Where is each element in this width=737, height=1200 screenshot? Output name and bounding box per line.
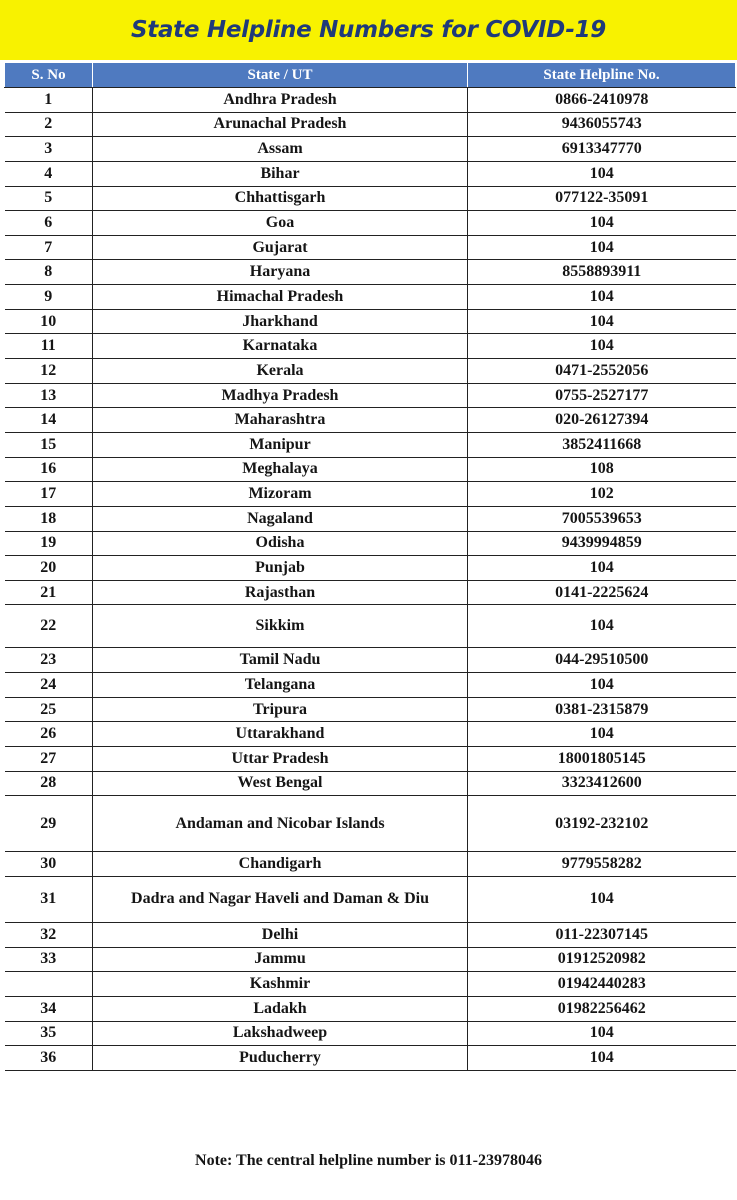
sno-cell: 3 <box>5 137 93 162</box>
state-cell: Goa <box>93 211 468 236</box>
table-row <box>5 673 736 698</box>
state-cell: Uttarakhand <box>93 722 468 747</box>
sno-cell: 31 <box>5 876 93 922</box>
table-row <box>5 359 736 384</box>
table-row <box>5 432 736 457</box>
state-cell: Odisha <box>93 531 468 556</box>
table-row <box>5 852 736 877</box>
sno-cell: 7 <box>5 235 93 260</box>
phone-cell: 077122-35091 <box>468 186 736 211</box>
table-row <box>5 947 736 972</box>
table-row <box>5 996 736 1021</box>
sno-cell: 22 <box>5 605 93 648</box>
table-row <box>5 972 736 997</box>
state-cell: Jharkhand <box>93 309 468 334</box>
table-row <box>5 457 736 482</box>
sno-cell: 14 <box>5 408 93 433</box>
sno-cell: 9 <box>5 285 93 310</box>
table-row <box>5 922 736 947</box>
table-row <box>5 260 736 285</box>
header-phone: State Helpline No. <box>468 63 736 88</box>
table-row <box>5 771 736 796</box>
phone-cell: 104 <box>468 722 736 747</box>
phone-cell: 011-22307145 <box>468 922 736 947</box>
sno-cell: 25 <box>5 697 93 722</box>
phone-cell: 104 <box>468 309 736 334</box>
table-header-row <box>5 63 736 88</box>
state-cell: Meghalaya <box>93 457 468 482</box>
sno-cell: 2 <box>5 112 93 137</box>
state-cell: Lakshadweep <box>93 1021 468 1046</box>
state-cell: Bihar <box>93 161 468 186</box>
sno-cell: 8 <box>5 260 93 285</box>
table-row <box>5 722 736 747</box>
table-row <box>5 235 736 260</box>
sno-cell <box>5 972 93 997</box>
sno-cell: 11 <box>5 334 93 359</box>
helpline-table <box>4 63 736 1071</box>
phone-cell: 7005539653 <box>468 506 736 531</box>
sno-cell: 19 <box>5 531 93 556</box>
state-cell: Arunachal Pradesh <box>93 112 468 137</box>
phone-cell: 0141-2225624 <box>468 580 736 605</box>
phone-cell: 8558893911 <box>468 260 736 285</box>
state-cell: Nagaland <box>93 506 468 531</box>
page-title: State Helpline Numbers for COVID-19 <box>130 17 607 43</box>
state-cell: Tamil Nadu <box>93 648 468 673</box>
state-cell: Mizoram <box>93 482 468 507</box>
phone-cell: 104 <box>468 235 736 260</box>
state-cell: West Bengal <box>93 771 468 796</box>
table-row <box>5 383 736 408</box>
state-cell: Andaman and Nicobar Islands <box>93 796 468 852</box>
phone-cell: 104 <box>468 556 736 581</box>
sno-cell: 24 <box>5 673 93 698</box>
sno-cell: 4 <box>5 161 93 186</box>
state-cell: Sikkim <box>93 605 468 648</box>
table-row <box>5 309 736 334</box>
phone-cell: 104 <box>468 1046 736 1071</box>
sno-cell: 17 <box>5 482 93 507</box>
table-row <box>5 408 736 433</box>
header-sno: S. No <box>5 63 93 88</box>
phone-cell: 01912520982 <box>468 947 736 972</box>
sno-cell: 34 <box>5 996 93 1021</box>
state-cell: Delhi <box>93 922 468 947</box>
table-row <box>5 334 736 359</box>
phone-cell: 104 <box>468 285 736 310</box>
state-cell: Puducherry <box>93 1046 468 1071</box>
sno-cell: 16 <box>5 457 93 482</box>
table-row <box>5 506 736 531</box>
sno-cell: 28 <box>5 771 93 796</box>
state-cell: Tripura <box>93 697 468 722</box>
phone-cell: 3852411668 <box>468 432 736 457</box>
sno-cell: 5 <box>5 186 93 211</box>
sno-cell: 1 <box>5 88 93 113</box>
state-cell: Kerala <box>93 359 468 384</box>
table-row <box>5 161 736 186</box>
table-row <box>5 531 736 556</box>
state-cell: Gujarat <box>93 235 468 260</box>
header-state: State / UT <box>93 63 468 88</box>
sno-cell: 35 <box>5 1021 93 1046</box>
phone-cell: 104 <box>468 161 736 186</box>
phone-cell: 104 <box>468 1021 736 1046</box>
phone-cell: 104 <box>468 605 736 648</box>
table-row <box>5 556 736 581</box>
state-cell: Punjab <box>93 556 468 581</box>
state-cell: Chhattisgarh <box>93 186 468 211</box>
sno-cell: 30 <box>5 852 93 877</box>
phone-cell: 01982256462 <box>468 996 736 1021</box>
state-cell: Manipur <box>93 432 468 457</box>
table-row <box>5 211 736 236</box>
state-cell: Rajasthan <box>93 580 468 605</box>
sno-cell: 15 <box>5 432 93 457</box>
phone-cell: 01942440283 <box>468 972 736 997</box>
state-cell: Ladakh <box>93 996 468 1021</box>
state-cell: Maharashtra <box>93 408 468 433</box>
sno-cell: 18 <box>5 506 93 531</box>
phone-cell: 18001805145 <box>468 747 736 772</box>
state-cell: Dadra and Nagar Haveli and Daman & Diu <box>93 876 468 922</box>
table-row <box>5 88 736 113</box>
phone-cell: 3323412600 <box>468 771 736 796</box>
phone-cell: 0381-2315879 <box>468 697 736 722</box>
phone-cell: 9436055743 <box>468 112 736 137</box>
state-cell: Himachal Pradesh <box>93 285 468 310</box>
state-cell: Haryana <box>93 260 468 285</box>
phone-cell: 9779558282 <box>468 852 736 877</box>
sno-cell: 21 <box>5 580 93 605</box>
phone-cell: 0866-2410978 <box>468 88 736 113</box>
phone-cell: 104 <box>468 211 736 236</box>
phone-cell: 102 <box>468 482 736 507</box>
table-row <box>5 876 736 922</box>
table-row <box>5 796 736 852</box>
state-cell: Jammu <box>93 947 468 972</box>
sno-cell: 10 <box>5 309 93 334</box>
sno-cell: 27 <box>5 747 93 772</box>
central-helpline-note: Note: The central helpline number is 011-23978046 <box>195 1152 542 1169</box>
sno-cell: 33 <box>5 947 93 972</box>
table-row <box>5 580 736 605</box>
state-cell: Uttar Pradesh <box>93 747 468 772</box>
table-row <box>5 186 736 211</box>
phone-cell: 0471-2552056 <box>468 359 736 384</box>
sno-cell: 12 <box>5 359 93 384</box>
phone-cell: 104 <box>468 876 736 922</box>
table-body <box>5 88 736 1071</box>
phone-cell: 044-29510500 <box>468 648 736 673</box>
state-cell: Chandigarh <box>93 852 468 877</box>
state-cell: Assam <box>93 137 468 162</box>
table-row <box>5 1046 736 1071</box>
table-row <box>5 747 736 772</box>
state-cell: Karnataka <box>93 334 468 359</box>
table-row <box>5 1021 736 1046</box>
sno-cell: 20 <box>5 556 93 581</box>
table-row <box>5 605 736 648</box>
title-banner <box>0 0 737 60</box>
phone-cell: 0755-2527177 <box>468 383 736 408</box>
sno-cell: 36 <box>5 1046 93 1071</box>
table-row <box>5 285 736 310</box>
phone-cell: 020-26127394 <box>468 408 736 433</box>
sno-cell: 26 <box>5 722 93 747</box>
phone-cell: 104 <box>468 673 736 698</box>
phone-cell: 9439994859 <box>468 531 736 556</box>
sno-cell: 6 <box>5 211 93 236</box>
state-cell: Telangana <box>93 673 468 698</box>
phone-cell: 108 <box>468 457 736 482</box>
state-cell: Madhya Pradesh <box>93 383 468 408</box>
sno-cell: 13 <box>5 383 93 408</box>
state-cell: Kashmir <box>93 972 468 997</box>
sno-cell: 32 <box>5 922 93 947</box>
state-cell: Andhra Pradesh <box>93 88 468 113</box>
phone-cell: 6913347770 <box>468 137 736 162</box>
table-row <box>5 137 736 162</box>
phone-cell: 104 <box>468 334 736 359</box>
sno-cell: 29 <box>5 796 93 852</box>
table-row <box>5 482 736 507</box>
table-row <box>5 648 736 673</box>
table-row <box>5 697 736 722</box>
phone-cell: 03192-232102 <box>468 796 736 852</box>
sno-cell: 23 <box>5 648 93 673</box>
table-row <box>5 112 736 137</box>
